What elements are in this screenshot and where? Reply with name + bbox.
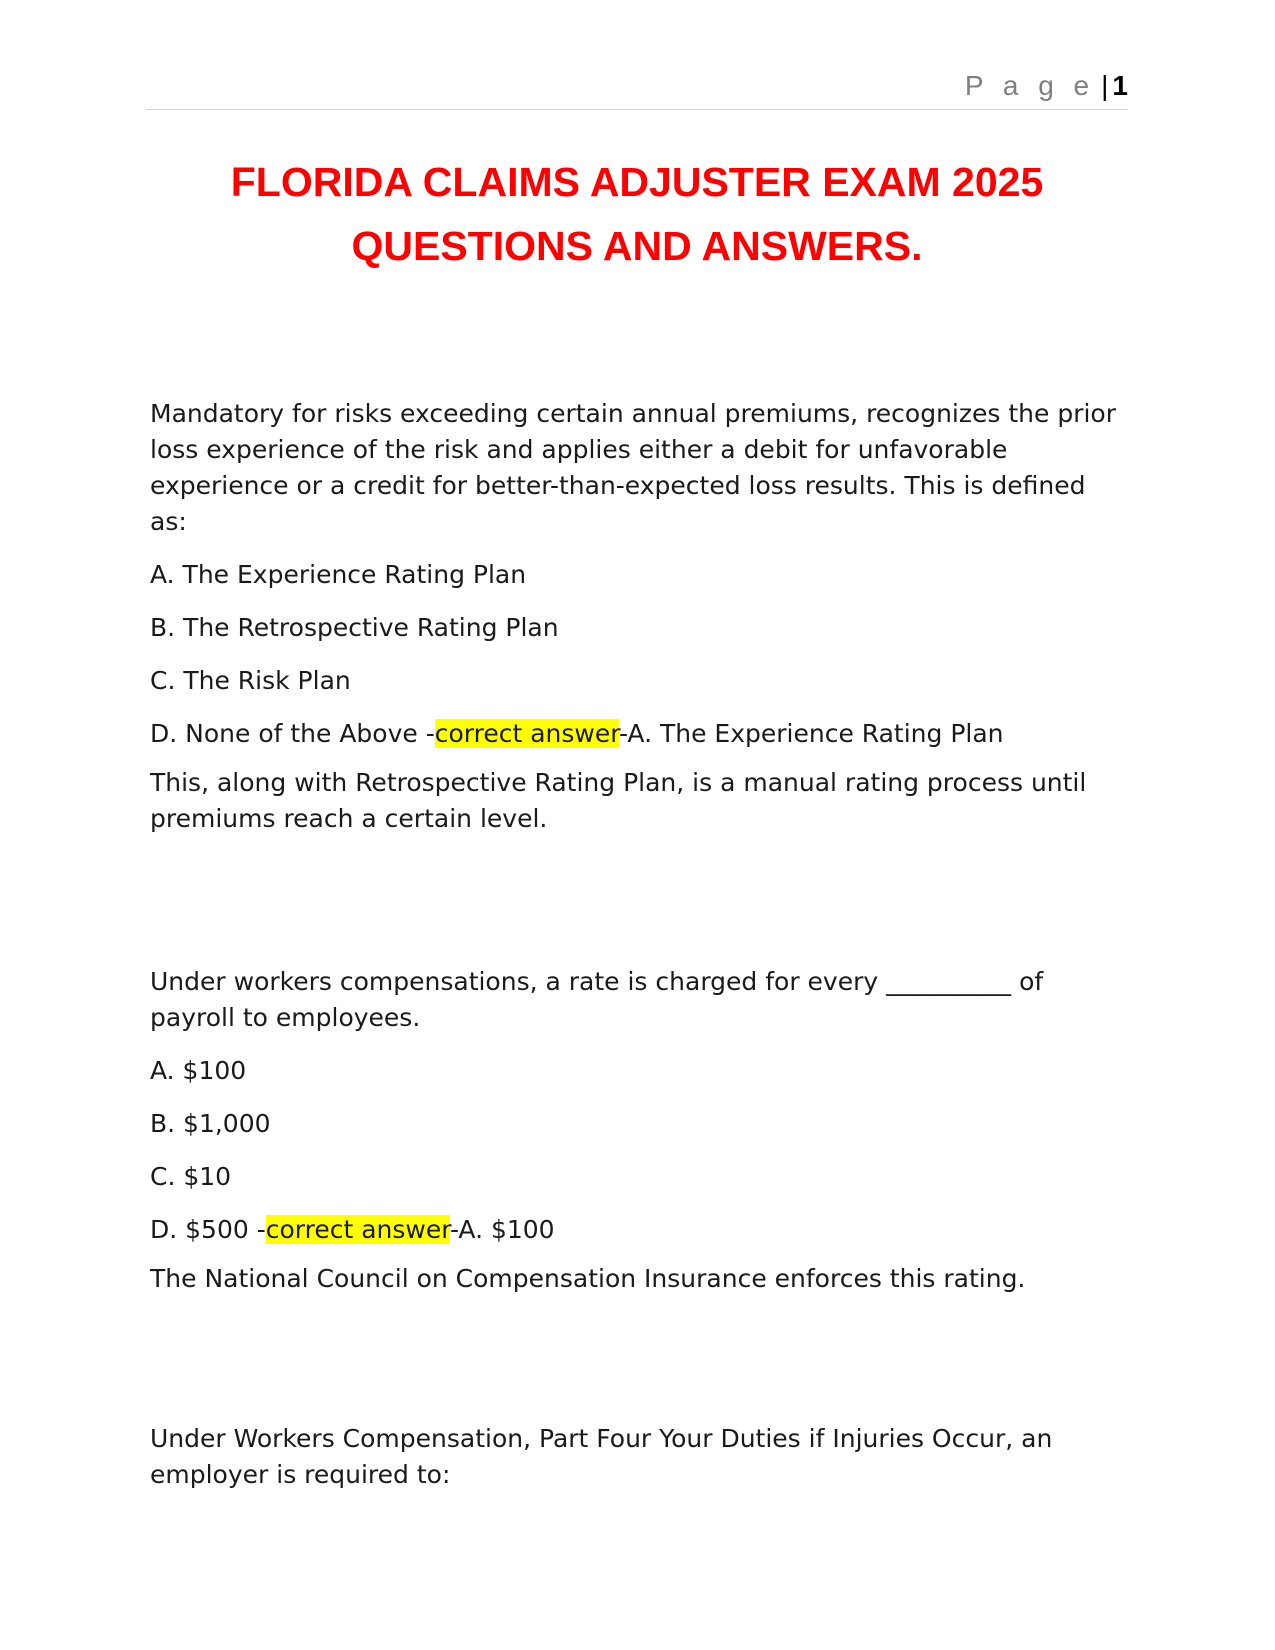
question-text: Mandatory for risks exceeding certain annual premiums, recognizes the prior loss experience of the risk and applies either a debit for unfavorable experience or a credit for better-than-expected loss results. This is defined as: (150, 399, 1116, 536)
correct-answer-highlight: correct answer (434, 719, 619, 748)
answer-explanation: This, along with Retrospective Rating Plan, is a manual rating process until premiums reach a certain level. (150, 768, 1087, 833)
question-block-3 (150, 1421, 1130, 1493)
option-b: B. The Retrospective Rating Plan (150, 613, 559, 642)
option-b: B. $1,000 (150, 1109, 271, 1138)
question-text: Under Workers Compensation, Part Four Your Duties if Injuries Occur, an employer is required to: (150, 1424, 1053, 1489)
option-a: A. $100 (150, 1056, 247, 1085)
option-d-with-answer (150, 716, 1130, 752)
question-text: Under workers compensations, a rate is charged for every __________ of payroll to employees. (150, 967, 1044, 1032)
option-c: C. The Risk Plan (150, 666, 351, 695)
document-title (146, 150, 1128, 278)
correct-answer: -A. $100 (449, 1215, 555, 1244)
option-d-with-answer (150, 1212, 1130, 1248)
option-d: D. None of the Above - (150, 719, 435, 748)
option-a: A. The Experience Rating Plan (150, 560, 527, 589)
page-number: 1 (1112, 70, 1128, 101)
correct-answer-highlight: correct answer (265, 1215, 450, 1244)
option-d: D. $500 - (150, 1215, 266, 1244)
page-separator: | (1101, 70, 1109, 101)
question-block-1 (150, 396, 1130, 837)
title-line-2: QUESTIONS AND ANSWERS. (351, 223, 923, 269)
title-line-1: FLORIDA CLAIMS ADJUSTER EXAM 2025 (230, 159, 1044, 205)
correct-answer: -A. The Experience Rating Plan (618, 719, 1004, 748)
page-label: P a g e (964, 70, 1096, 101)
option-c: C. $10 (150, 1162, 232, 1191)
document-body (150, 396, 1130, 1493)
question-block-2 (150, 964, 1130, 1297)
page-header (146, 70, 1128, 110)
answer-explanation: The National Council on Compensation Insurance enforces this rating. (150, 1264, 1026, 1293)
